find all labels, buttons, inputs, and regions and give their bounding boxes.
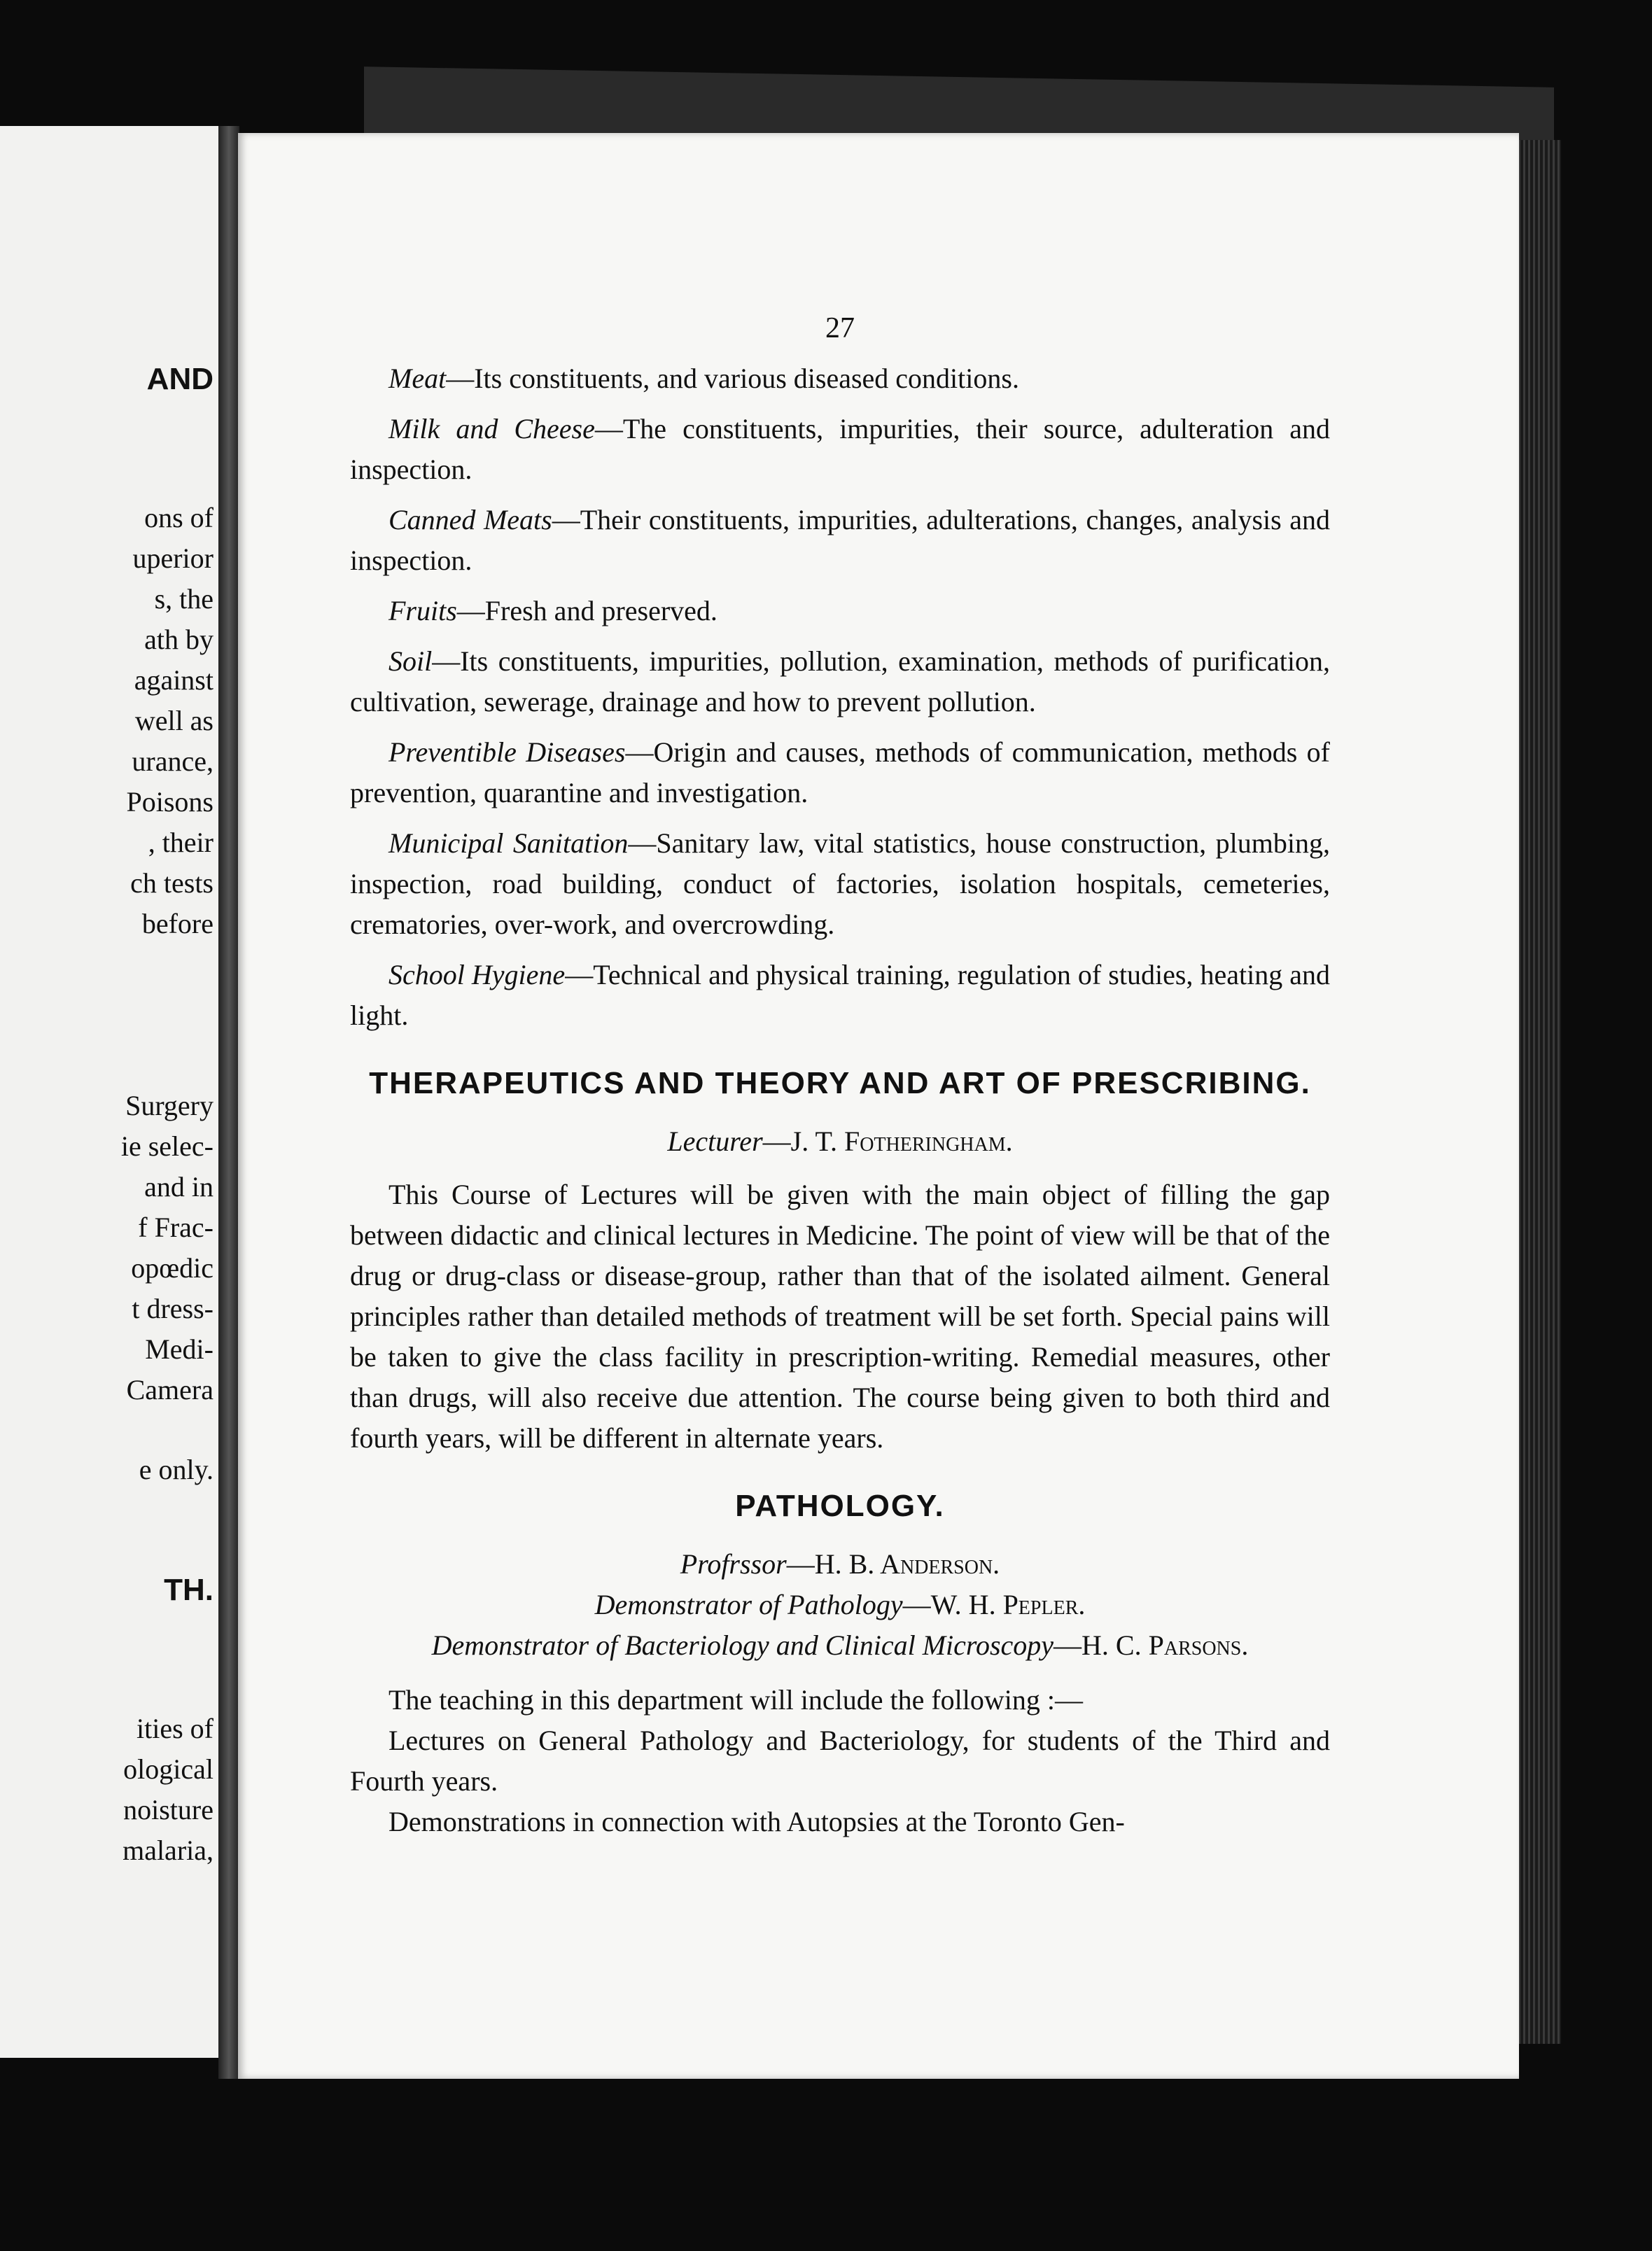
- left-fragment: s, the: [154, 583, 214, 615]
- left-fragment: TH.: [164, 1573, 214, 1607]
- entry-text: —Their constituents, impurities, adulterations, changes, analysis and inspection.: [350, 504, 1330, 576]
- left-fragment: before: [141, 908, 214, 939]
- page-content: [350, 308, 1330, 1842]
- left-fragment: Camera: [126, 1374, 214, 1405]
- left-fragment: Medi-: [145, 1333, 214, 1365]
- entry-term: Municipal Sanitation: [388, 827, 629, 859]
- book-page: [238, 133, 1519, 2079]
- hygiene-entry: [350, 358, 1330, 399]
- left-fragment: ons of: [144, 502, 214, 533]
- staff-line: [350, 1121, 1330, 1162]
- left-fragment: f Frac-: [138, 1212, 214, 1243]
- left-fragment: against: [134, 664, 214, 696]
- pathology-paragraph: Demonstrations in connection with Autopsies at the Toronto Gen-: [388, 1806, 1125, 1837]
- hygiene-entry: [350, 591, 1330, 631]
- entry-term: Milk and Cheese: [388, 413, 595, 444]
- therapeutics-paragraph: This Course of Lectures will be given with the main object of filling the gap between didactic and clinical lectures in Medicine. The point of view will be that of the drug or drug-class or disease-group, rather than that of the isolated ailment. General principles rather than detailed methods of treatment will be set forth. Special pains will be taken to give the class facility in prescription-writing. Remedial measures, other than drugs, will also receive due attention. The course being given to both third and fourth years, will be different in alternate years.: [350, 1179, 1330, 1454]
- entry-term: Meat: [388, 363, 447, 394]
- hygiene-entry: [350, 500, 1330, 581]
- entry-text: —Fresh and preserved.: [456, 595, 718, 626]
- left-fragment: t dress-: [132, 1293, 214, 1324]
- entry-term: Canned Meats: [388, 504, 552, 535]
- pathology-section: [350, 1487, 1330, 1842]
- left-fragment: , their: [148, 827, 214, 858]
- staff-role: Demonstrator of Pathology: [594, 1589, 903, 1620]
- staff-name: —J. T. Fotheringham.: [762, 1126, 1013, 1157]
- entry-text: —Origin and causes, methods of communication, methods of prevention, quarantine and investigation.: [350, 736, 1331, 808]
- entry-text: —Technical and physical training, regulation of studies, heating and light.: [350, 959, 1330, 1031]
- entry-term: Preventible Diseases: [388, 736, 626, 768]
- staff-line: [350, 1585, 1330, 1625]
- left-page-fragment: [0, 126, 220, 2058]
- left-fragment: ie selec-: [120, 1130, 214, 1162]
- hygiene-entry: [350, 823, 1330, 945]
- section-heading-pathology: PATHOLOGY.: [735, 1489, 945, 1523]
- section-heading-therapeutics: THERAPEUTICS AND THEORY AND ART OF PRESCRIBING.: [369, 1066, 1311, 1100]
- hygiene-entry: [350, 409, 1330, 490]
- left-fragment: ch tests: [130, 867, 214, 899]
- left-fragment: AND: [146, 362, 214, 396]
- entry-text: —Sanitary law, vital statistics, house construction, plumbing, inspection, road building, conduct of factories, isolation hospitals, cemeteries, crematories, over-work, and overcrowding.: [350, 827, 1330, 940]
- hygiene-entry: [350, 641, 1330, 722]
- left-fragment: Poisons: [126, 786, 214, 818]
- entry-term: Fruits: [388, 595, 457, 626]
- left-fragment: ological: [123, 1753, 214, 1785]
- left-fragment: ath by: [144, 624, 214, 655]
- entry-text: —The constituents, impurities, their source, adulteration and inspection.: [350, 413, 1330, 485]
- left-fragment: urance,: [132, 745, 214, 777]
- left-fragment: and in: [144, 1171, 214, 1202]
- entry-text: —Its constituents, impurities, pollution, examination, methods of purification, cultivation, sewerage, drainage and how to prevent pollution.: [350, 645, 1330, 717]
- left-fragment: malaria,: [122, 1835, 214, 1866]
- pathology-paragraph: The teaching in this department will include the following :—: [388, 1684, 1083, 1716]
- hygiene-entry: [350, 955, 1330, 1036]
- hygiene-entries: [350, 358, 1330, 1036]
- staff-role: Demonstrator of Bacteriology and Clinical Microscopy: [431, 1629, 1054, 1661]
- left-fragment: well as: [134, 705, 214, 736]
- therapeutics-section: [350, 1064, 1330, 1459]
- staff-name: —H. C. Parsons.: [1054, 1629, 1249, 1661]
- book-gutter: [218, 126, 239, 2079]
- left-fragment: noisture: [123, 1794, 214, 1825]
- left-fragment: opœdic: [131, 1252, 214, 1284]
- left-fragment: uperior: [132, 542, 214, 574]
- entry-text: —Its constituents, and various diseased conditions.: [446, 363, 1019, 394]
- staff-line: [350, 1625, 1330, 1666]
- entry-term: Soil: [388, 645, 433, 677]
- left-fragment: ities of: [136, 1713, 214, 1744]
- staff-role: Profrssor: [680, 1548, 787, 1580]
- staff-role: Lecturer: [667, 1126, 763, 1157]
- left-fragment: Surgery: [125, 1090, 214, 1121]
- staff-line: [350, 1544, 1330, 1585]
- hygiene-entry: [350, 732, 1330, 813]
- pathology-paragraph: Lectures on General Pathology and Bacteriology, for students of the Third and Fourth years.: [350, 1725, 1330, 1797]
- entry-term: School Hygiene: [388, 959, 566, 990]
- left-fragment: e only.: [139, 1454, 214, 1485]
- staff-name: —W. H. Pepler.: [902, 1589, 1086, 1620]
- staff-name: —H. B. Anderson.: [786, 1548, 1000, 1580]
- page-number: 27: [825, 312, 855, 344]
